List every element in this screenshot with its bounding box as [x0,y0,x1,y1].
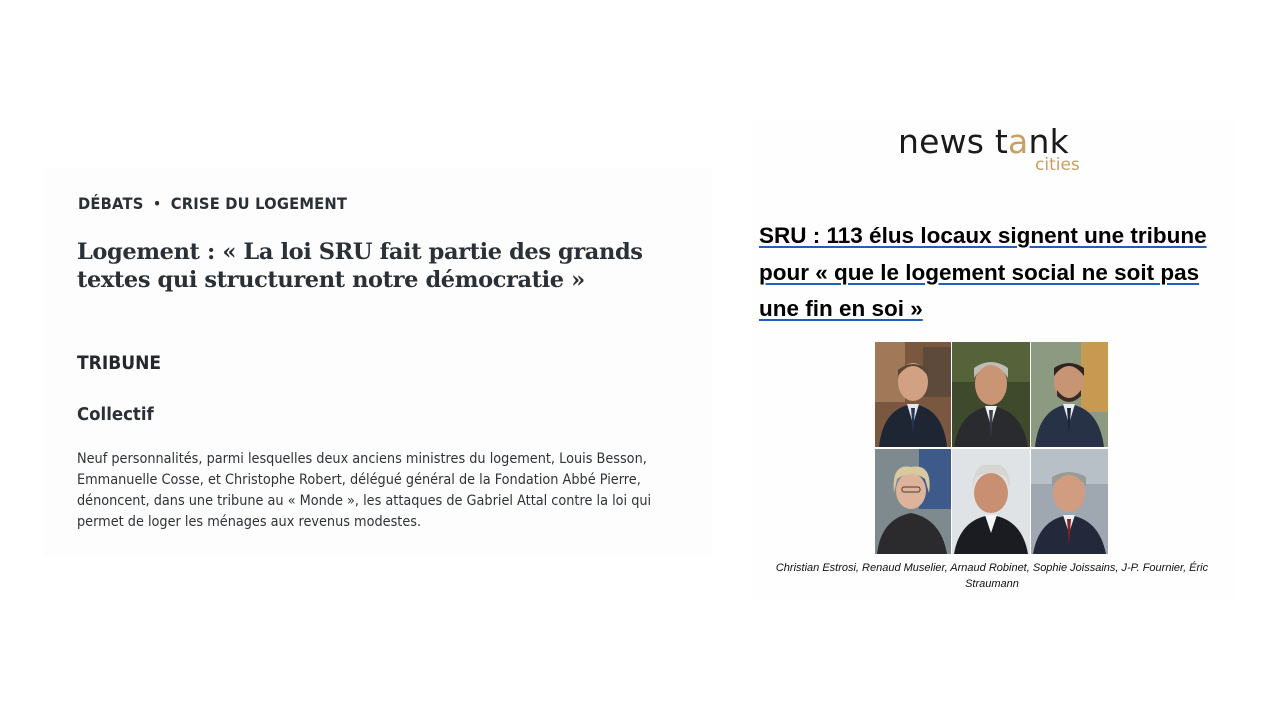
photo-caption: Christian Estrosi, Renaud Muselier, Arnaud Robinet, Sophie Joissains, J-P. Fournier, Éric Straumann [775,562,1209,590]
logo-subtitle: cities [1035,155,1080,175]
author-name[interactable]: Collectif [77,404,154,425]
portrait-photo [952,449,1030,554]
tribune-label: TRIBUNE [77,352,162,374]
section-link[interactable]: DÉBATS [78,194,144,213]
lemonde-headline[interactable]: Logement : « La loi SRU fait partie des grands textes qui structurent notre démocratie » [77,239,643,293]
portrait-photo [1031,449,1108,554]
portrait-photo [875,342,951,447]
portrait-photo [952,342,1030,447]
newstank-logo [898,122,1098,182]
topic-link[interactable]: CRISE DU LOGEMENT [170,194,348,213]
article-kicker [78,194,347,213]
newstank-headline-link[interactable]: SRU : 113 élus locaux signent une tribune pour « que le logement social ne soit pas une fin en soi » [759,223,1207,321]
portrait-photo [1031,342,1108,447]
portrait-photo [875,449,951,554]
article-summary: Neuf personnalités, parmi lesquelles deux anciens ministres du logement, Louis Besson, Emmanuelle Cosse, et Christophe Robert, délégué général de la Fondation Abbé Pierre, dénoncent, dans une tribune au « Monde », les attaques de Gabriel Attal contre la loi qui permet de loger les ménages aux revenus modestes. [77,451,652,530]
portrait-grid [875,342,1108,554]
kicker-separator: • [152,194,162,213]
logo-wordmark: news tank [898,122,1069,161]
